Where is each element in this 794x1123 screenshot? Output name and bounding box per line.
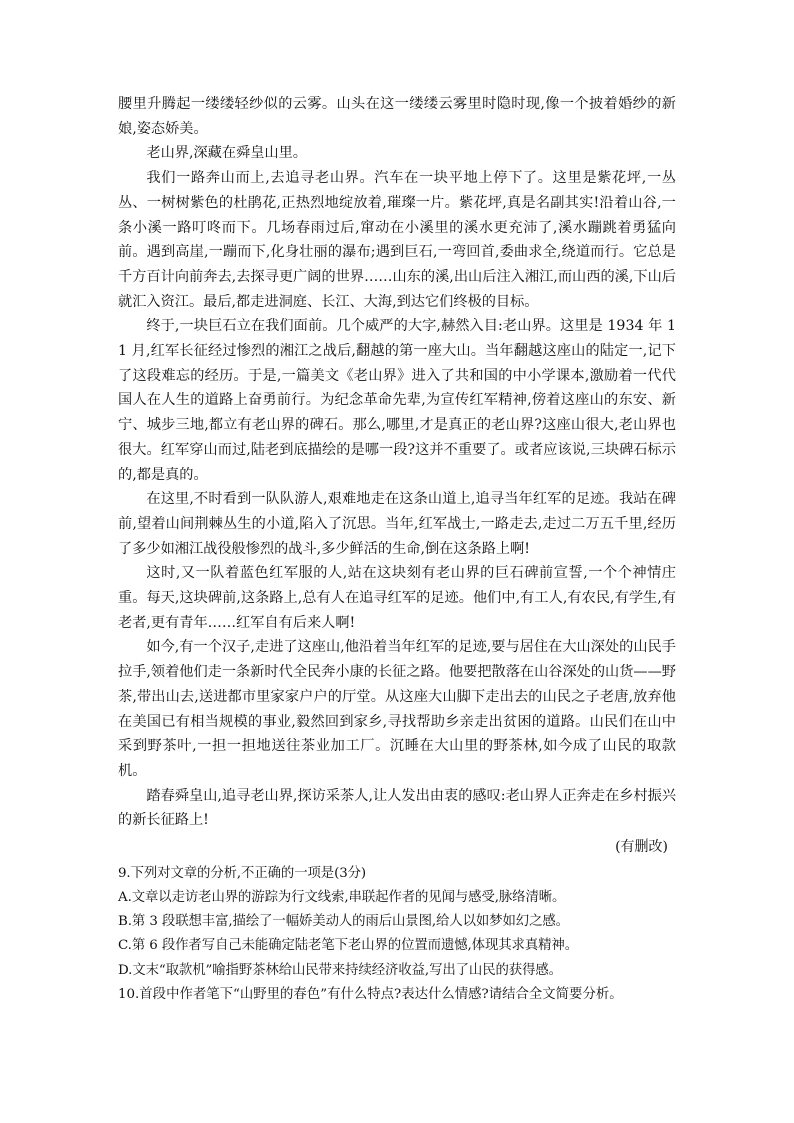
question-9-option-b: B.第 3 段联想丰富,描绘了一幅娇美动人的雨后山景图,给人以如梦如幻之感。	[118, 914, 569, 930]
question-9-option-c: C.第 6 段作者写自己未能确定陆老笔下老山界的位置而遗憾,体现其求真精神。	[118, 938, 579, 954]
article-body	[118, 92, 676, 860]
paragraph-laoshanjie-intro: 老山界,深藏在舜皇山里。	[146, 145, 307, 162]
question-9-stem: 9.下列对文章的分析,不正确的一项是(3分)	[118, 865, 367, 881]
source-note: (有删改)	[615, 839, 668, 856]
question-10-stem: 10.首段中作者笔下“山野里的春色”有什么特点?表达什么情感?请结合全文简要分析。	[118, 986, 623, 1002]
paragraph-continued: 腰里升腾起一缕缕轻纱似的云雾。山头在这一缕缕云雾里时隐时现,像一个披着婚纱的新娘,姿态娇美。	[118, 96, 676, 137]
paragraph-tourists: 在这里,不时看到一队队游人,艰难地走在这条山道上,追寻当年红军的足迹。我站在碑前,望着山间荆棘丛生的小道,陷入了沉思。当年,红军战士,一路走去,走过二万五千里,经历了多少如湘江战役般惨烈的战斗,多少鲜活的生命,倒在这条路上啊!	[118, 491, 676, 557]
paragraph-boulder: 终于,一块巨石立在我们面前。几个威严的大字,赫然入目:老山界。这里是 1934 年 11 月,红军长征经过惨烈的湘江之战后,翻越的第一座大山。当年翻越这座山的陆定一,记下了这段难忘的经历。于是,一篇美文《老山界》进入了共和国的中小学课本,激励着一代代国人在人生的道路上奋勇前行。为纪念革命先辈,为宣传红军精神,傍着这座山的东安、新宁、城步三地,都立有老山界的碑石。那么,哪里,才是真正的老山界?这座山很大,老山界也很大。红军穿山而过,陆老到底描绘的是哪一段?这并不重要了。或者应该说,三块碑石标示的,都是真的。	[118, 318, 676, 483]
paragraph-conclusion: 踏春舜皇山,追寻老山界,探访采茶人,让人发出由衷的感叹:老山界人正奔走在乡村振兴的新长征路上!	[118, 787, 676, 829]
questions-section	[118, 862, 676, 1007]
paragraph-oath: 这时,又一队着蓝色红军服的人,站在这块刻有老山界的巨石碑前宣誓,一个个神情庄重。每天,这块碑前,这条路上,总有人在追寻红军的足迹。他们中,有工人,有农民,有学生,有老者,更有青年……红军自有后来人啊!	[118, 565, 676, 631]
paragraph-zihuaping: 我们一路奔山而上,去追寻老山界。汽车在一块平地上停下了。这里是紫花坪,一丛丛、一树树紫色的杜鹃花,正热烈地绽放着,璀璨一片。紫花坪,真是名副其实!沿着山谷,一条小溪一路叮咚而下。几场春雨过后,窜动在小溪里的溪水更充沛了,溪水蹦跳着勇猛向前。遇到高崖,一蹦而下,化身壮丽的瀑布;遇到巨石,一弯回首,委曲求全,绕道而行。它总是千方百计向前奔去,去探寻更广阔的世界……山东的溪,出山后注入湘江,而山西的溪,下山后就汇入资江。最后,都走进洞庭、长江、大海,到达它们终极的目标。	[118, 170, 676, 310]
question-9-option-a: A.文章以走访老山界的游踪为行文线索,串联起作者的见闻与感受,脉络清晰。	[118, 890, 566, 905]
paragraph-tea: 如今,有一个汉子,走进了这座山,他沿着当年红军的足迹,要与居住在大山深处的山民手拉手,领着他们走一条新时代全民奔小康的长征之路。他要把散落在山谷深处的山货——野茶,带出山去,送进都市里家家户户的厅堂。从这座大山脚下走出去的山民之子老唐,放弃他在美国已有相当规模的事业,毅然回到家乡,寻找帮助乡亲走出贫困的道路。山民们在山中采到野茶叶,一担一担地送往茶业加工厂。沉睡在大山里的野茶林,如今成了山民的取款机。	[118, 639, 676, 779]
question-9-option-d: D.文末“取款机”喻指野茶林给山民带来持续经济收益,写出了山民的获得感。	[118, 962, 562, 978]
